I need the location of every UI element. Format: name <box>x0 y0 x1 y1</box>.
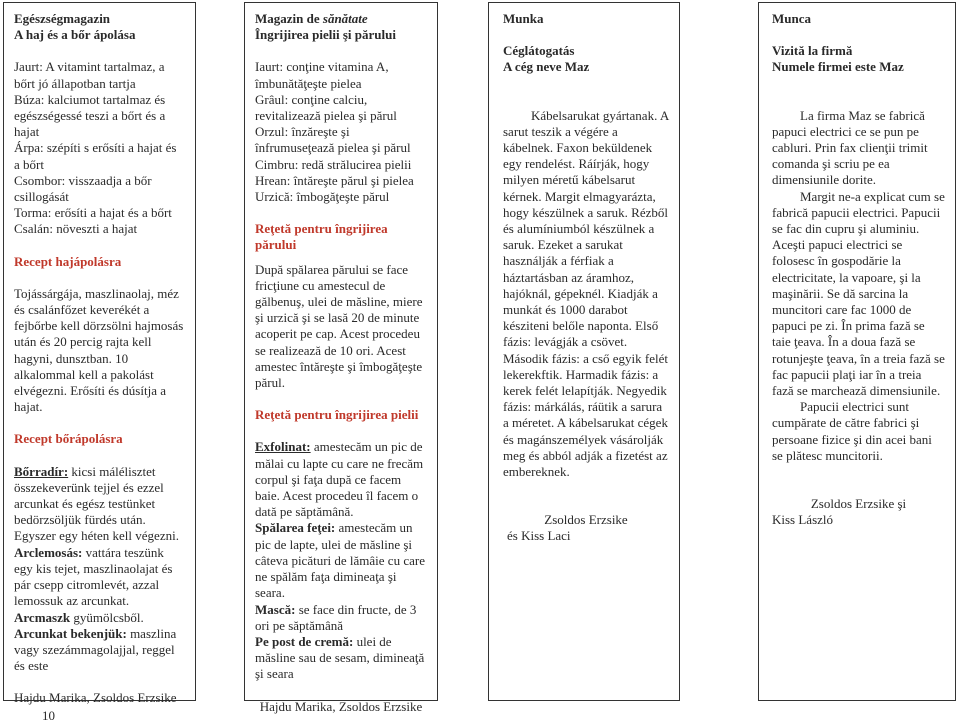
section-title: Îngrijirea pielii şi părului <box>255 27 396 43</box>
article-paragraph: La firma Maz se fabrică papuci electrici ce se pun pe cabluri. Prin fax clienţii trimit comanda şi scriu pe ea dimensiunile dorite. <box>772 107 928 188</box>
section-title: A haj és a bőr ápolása <box>14 27 136 43</box>
recipe-heading: Reţetă pentru îngrijirea părului <box>255 221 388 253</box>
author-line: Zsoldos Erzsike <box>544 512 628 528</box>
ingredient-line: Cimbru: redă strălucirea pielii <box>255 156 412 172</box>
column-health-ro <box>244 2 438 714</box>
recipe-item-label: Arclemosás: <box>14 544 83 560</box>
article-title: Céglátogatás <box>503 43 575 59</box>
recipe-item-label: Mască: <box>255 601 296 617</box>
recipe-heading: Recept hajápolásra <box>14 253 122 269</box>
recipe-item-text: amestecăm un pic de mălai cu lapte cu care ne frecăm corpul şi faţa după ce facem baie. Acest procedeu îl facem o dată pe săptămână. <box>255 439 424 520</box>
article-title: Vizită la firmă <box>772 43 853 59</box>
ingredient-line: Jaurt: A vitamint tartalmaz, a bőrt jó állapotban tartja <box>14 59 165 91</box>
ingredient-line: Orzul: înzăreşte şi înfrumuseţează pielea şi părul <box>255 124 411 156</box>
ingredient-line: Csombor: visszaadja a bőr csillogását <box>14 172 152 205</box>
recipe-text: După spălarea părului se face fricţiune cu amestecul de gălbenuş, ulei de măsline, miere şi urzică şi se lasă 20 de minute acoperit pe cap. Acest procedeu se realizează de 10 ori. Acest amestec întăreşte şi îmbogăţeşte părul. <box>255 261 423 391</box>
recipe-item-text: vattára teszünk egy kis tejet, maszlinaolajat és pár csepp citromlevét, azzal lemossuk az arcunkat. <box>14 544 173 609</box>
page-number: 10 <box>42 708 55 723</box>
author-line: Kiss László <box>772 512 834 528</box>
section-title: Munka <box>503 11 544 26</box>
recipe-item-text: gyümölcsből. <box>70 609 144 625</box>
ingredient-line: Csalán: növeszti a hajat <box>14 221 138 237</box>
author-line: Zsoldos Erzsike şi <box>810 496 907 512</box>
magazine-title <box>255 11 427 27</box>
recipe-item <box>14 464 185 545</box>
ingredient-line: Grâul: conţine calciu, revitalizează pielea şi părul <box>255 91 397 124</box>
recipe-item <box>255 439 427 520</box>
ingredient-line: Urzică: îmbogăţeşte părul <box>255 189 390 205</box>
ingredient-line: Torma: erősíti a hajat és a bőrt <box>14 205 172 221</box>
author-line: és Kiss Laci <box>507 528 571 544</box>
column-health-hu <box>3 2 196 706</box>
column-work-ro <box>758 2 956 701</box>
recipe-item-text: ulei de măsline sau de sesam, dimineaţă şi seara <box>255 633 425 682</box>
article-body: Kábelsarukat gyártanak. A sarut teszik a végére a kábelnek. Faxon beküldenek egy rendelést. Ráírják, hogy milyen méretű kábelsarut kérnek. Margit elmagyarázta, hogy készülnek a saruk. Rézből és alumíniumból készülnek a saruk. Ezeket a sarukat használják a férfiak a háztartásban az áramhoz, hajóknál, gépeknél. Kiadják a munkát és 1000 darabot késziteni belőle naponta. Első fázis: levágják a csövet. Második fázis: a cső egyik felét lekerekftik. Harmadik fázis: a kerek felét lelapítják. Negyedik fázis: márkálás, ráütik a sarura a méretet. A kábelsarukat cégek és magánszemélyek vásárolják meg és abból adják a fizetést az embereknek. <box>503 107 669 480</box>
magazine-title-italic: sănătate <box>322 11 368 26</box>
article-paragraph: Papucii electrici sunt cumpărate de către fabrici şi persoane fizice şi din acei bani se plătesc muncitorii. <box>772 399 932 463</box>
recipe-item <box>14 545 185 610</box>
recipe-heading: Reţetă pentru îngrijirea pielii <box>255 407 419 423</box>
recipe-text: Tojássárgája, maszlinaolaj, méz és csalánfőzet keverékét a fejbőrbe kell dörzsölni hajmosás után és 20 percig rajta kell hagyni, dunsztban. 10 alkalommal kell a pakolást elvégezni. Erősíti és dúsítja a hajat. <box>14 285 184 415</box>
article-subtitle: Numele firmei este Maz <box>772 59 904 75</box>
magazine-title: Egészségmagazin <box>14 11 111 26</box>
column-work-hu <box>488 2 680 701</box>
article-paragraph: Margit ne-a explicat cum se fabrică papucii electrici. Papucii se fac din cupru şi aluminiu. Aceşti papuci electrici se folosesc în gospodărie la electricitate, la vapoare, şi la maşinării. Se dă sarcina la muncitori care fac 1000 de papuci pe zi. În prima fază se taie ţeava. În a doua fază se rotunjeşte ţeava, în a treia fază se fac papucii plaţi iar în a treia fază se marchează dimensiunile. <box>772 188 945 399</box>
recipe-item-label: Pe post de cremă: <box>255 633 354 649</box>
article-subtitle: A cég neve Maz <box>503 59 590 75</box>
recipe-item <box>14 610 185 626</box>
recipe-item-text: kicsi málélisztet összekeverünk tejjel és ezzel arcunkat és egész testünket bedörzsöljük fürdés után. Egyszer egy héten kell végezni. <box>14 463 179 544</box>
recipe-item-text: maszlina vagy szezámmagolajjal, reggel és este <box>14 625 177 674</box>
ingredient-line: Iaurt: conţine vitamina A, îmbunătăţeşte pielea <box>255 59 389 91</box>
recipe-item <box>255 520 427 601</box>
recipe-item-label: Arcunkat bekenjük: <box>14 625 127 641</box>
recipe-item <box>255 634 427 683</box>
authors: Hajdu Marika, Zsoldos Erzsike <box>14 690 177 706</box>
ingredient-line: Árpa: szépíti s erősíti a hajat és a bőrt <box>14 140 177 172</box>
recipe-item-text: se face din fructe, de 3 ori pe săptămână <box>255 601 417 633</box>
authors: Hajdu Marika, Zsoldos Erzsike <box>259 698 423 714</box>
recipe-heading: Recept bőrápolásra <box>14 431 123 447</box>
recipe-item-label: Arcmaszk <box>14 609 71 625</box>
recipe-item <box>255 602 427 634</box>
section-title: Munca <box>772 11 811 26</box>
magazine-title-text: Magazin de <box>255 11 323 26</box>
recipe-item-label: Spălarea feţei: <box>255 520 336 536</box>
ingredient-line: Búza: kalciumot tartalmaz és egészségessé teszi a bőrt és a hajat <box>14 91 166 140</box>
recipe-item <box>14 626 185 675</box>
ingredient-line: Hrean: întăreşte părul şi pielea <box>255 172 414 188</box>
recipe-item-text: amestecăm un pic de lapte, ulei de măsline şi câteva picături de lămâie cu care ne spălăm faţa dimineaţa şi seara. <box>255 520 425 601</box>
recipe-item-label: Bőrradír: <box>14 463 69 479</box>
recipe-item-label: Exfolinat: <box>255 439 311 455</box>
